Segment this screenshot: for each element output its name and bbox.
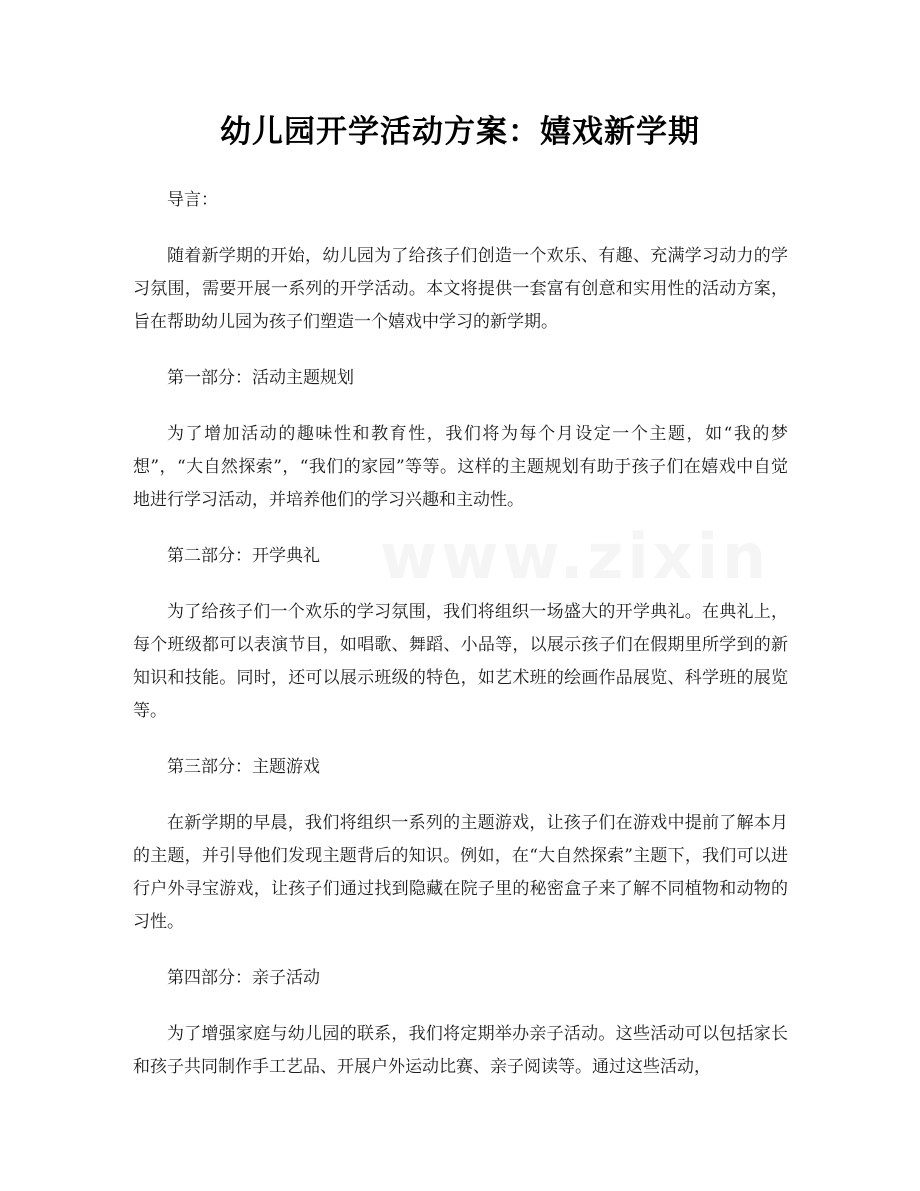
section-4-heading: 第四部分：亲子活动 <box>167 968 320 988</box>
intro-heading: 导言： <box>167 190 218 210</box>
section-1-paragraph: 为了增加活动的趣味性和教育性，我们将为每个月设定一个主题，如“我的梦想”，“大自然探索”，“我们的家园”等等。这样的主题规划有助于孩子们在嬉戏中自觉地进行学习活动，并培养他们的学习兴趣和主动性。 <box>133 424 788 510</box>
section-4-paragraph: 为了增强家庭与幼儿园的联系，我们将定期举办亲子活动。这些活动可以包括家长和孩子共同制作手工艺品、开展户外运动比赛、亲子阅读等。通过这些活动， <box>133 1024 788 1077</box>
intro-paragraph: 随着新学期的开始，幼儿园为了给孩子们创造一个欢乐、有趣、充满学习动力的学习氛围，需要开展一系列的开学活动。本文将提供一套富有创意和实用性的活动方案，旨在帮助幼儿园为孩子们塑造一个嬉戏中学习的新学期。 <box>133 246 788 332</box>
section-1-heading: 第一部分：活动主题规划 <box>167 368 354 388</box>
watermark: www.zixin <box>380 520 771 593</box>
page-title: 幼儿园开学活动方案：嬉戏新学期 <box>220 114 700 150</box>
section-3-heading: 第三部分：主题游戏 <box>167 757 320 777</box>
section-2-heading: 第二部分：开学典礼 <box>167 546 320 566</box>
section-3-paragraph: 在新学期的早晨，我们将组织一系列的主题游戏，让孩子们在游戏中提前了解本月的主题，并引导他们发现主题背后的知识。例如，在“大自然探索”主题下，我们可以进行户外寻宝游戏，让孩子们通过找到隐藏在院子里的秘密盒子来了解不同植物和动物的习性。 <box>133 813 788 932</box>
document-body <box>133 184 788 1107</box>
section-2-paragraph: 为了给孩子们一个欢乐的学习氛围，我们将组织一场盛大的开学典礼。在典礼上，每个班级都可以表演节目，如唱歌、舞蹈、小品等，以展示孩子们在假期里所学到的新知识和技能。同时，还可以展示班级的特色，如艺术班的绘画作品展览、科学班的展览等。 <box>133 602 788 721</box>
